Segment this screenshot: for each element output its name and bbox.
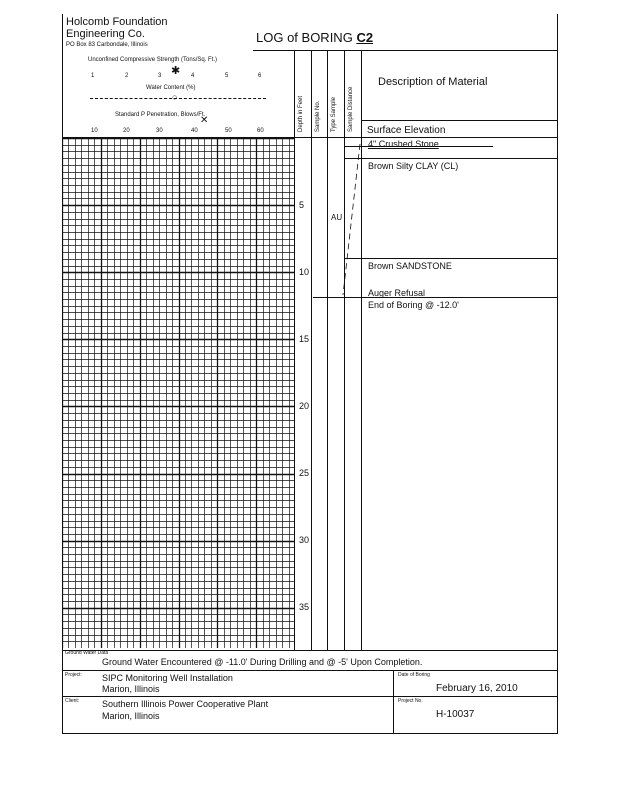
col-depth-header: Depth in Feet <box>298 95 304 132</box>
spt-tick-50: 50 <box>225 128 232 134</box>
ground-water-text: Ground Water Encountered @ -11.0' During Drilling and @ -5' Upon Completion. <box>102 657 423 667</box>
depth-tick-5: 5 <box>299 200 305 210</box>
ucs-tick-4: 4 <box>191 73 195 79</box>
surface-elevation: Surface Elevation <box>367 125 446 136</box>
ucs-tick-3: 3 <box>158 73 162 79</box>
spt-tick-40: 40 <box>191 128 198 134</box>
stratum-line-sandstone <box>344 258 558 259</box>
ucs-symbol-icon: ✱ <box>171 65 181 77</box>
project-no-value: H-10037 <box>436 709 475 720</box>
ucs-tick-2: 2 <box>125 73 129 79</box>
stratum-sandstone: Brown SANDSTONE <box>368 261 452 271</box>
company-name-line1: Holcomb Foundation <box>66 16 168 28</box>
ground-water-label: Ground Water Data <box>65 650 109 656</box>
ucs-tick-5: 5 <box>225 73 229 79</box>
water-content-symbol-icon: ○ <box>172 92 178 102</box>
depth-tick-35: 35 <box>299 602 310 612</box>
client-label: Client: <box>65 698 80 704</box>
date-value: February 16, 2010 <box>436 683 518 694</box>
company-address: PO Box 83 Carbondale, Illinois <box>66 42 148 48</box>
col-sample-distance-header: Sample Distance <box>348 86 354 132</box>
client-name: Southern Illinois Power Cooperative Plant <box>102 699 269 709</box>
spt-label: Standard P Penetration, Blows/Ft. <box>115 112 206 118</box>
spt-symbol-icon: ✕ <box>200 115 209 126</box>
project-name: SIPC Monitoring Well Installation <box>102 673 233 683</box>
stratum-end-of-boring: End of Boring @ -12.0' <box>368 300 459 310</box>
company-name-line2: Engineering Co. <box>66 28 145 40</box>
sample-type-au: AU <box>331 213 343 222</box>
depth-tick-10: 10 <box>299 267 310 277</box>
spt-tick-60: 60 <box>257 128 264 134</box>
spt-tick-10: 10 <box>91 128 98 134</box>
boring-id: C2 <box>356 30 374 45</box>
project-label: Project: <box>65 672 82 678</box>
col-description-header: Description of Material <box>378 76 488 88</box>
stratum-crushed-stone: 4" Crushed Stone <box>368 139 439 149</box>
water-content-label: Water Content (%) <box>146 85 196 91</box>
log-title-text: LOG of BORING <box>256 30 353 45</box>
depth-tick-20: 20 <box>299 401 310 411</box>
stratum-silty-clay: Brown Silty CLAY (CL) <box>368 161 459 171</box>
graph-grid <box>62 138 295 648</box>
spt-tick-30: 30 <box>156 128 163 134</box>
project-location: Marion, Illinois <box>102 684 160 694</box>
client-location: Marion, Illinois <box>102 711 160 721</box>
ucs-tick-6: 6 <box>258 73 262 79</box>
depth-tick-30: 30 <box>299 535 310 545</box>
header-divider <box>253 50 558 51</box>
stratum-auger-refusal: Auger Refusal <box>368 288 426 298</box>
spt-tick-20: 20 <box>123 128 130 134</box>
depth-tick-15: 15 <box>299 334 310 344</box>
date-label: Date of Boring <box>398 672 430 678</box>
log-title <box>256 31 373 44</box>
sample-distance-trace <box>336 140 366 305</box>
col-type-sample-header: Type Sample <box>331 96 337 132</box>
stratum-line-stone <box>344 158 558 159</box>
project-no-label: Project No. <box>398 698 423 704</box>
ucs-label: Unconfined Compressive Strength (Tons/Sq. Ft.) <box>88 57 218 63</box>
ucs-tick-1: 1 <box>91 73 95 79</box>
depth-tick-25: 25 <box>299 468 310 478</box>
water-content-line <box>90 98 266 99</box>
col-sample-no-header: Sample No. <box>315 100 321 132</box>
